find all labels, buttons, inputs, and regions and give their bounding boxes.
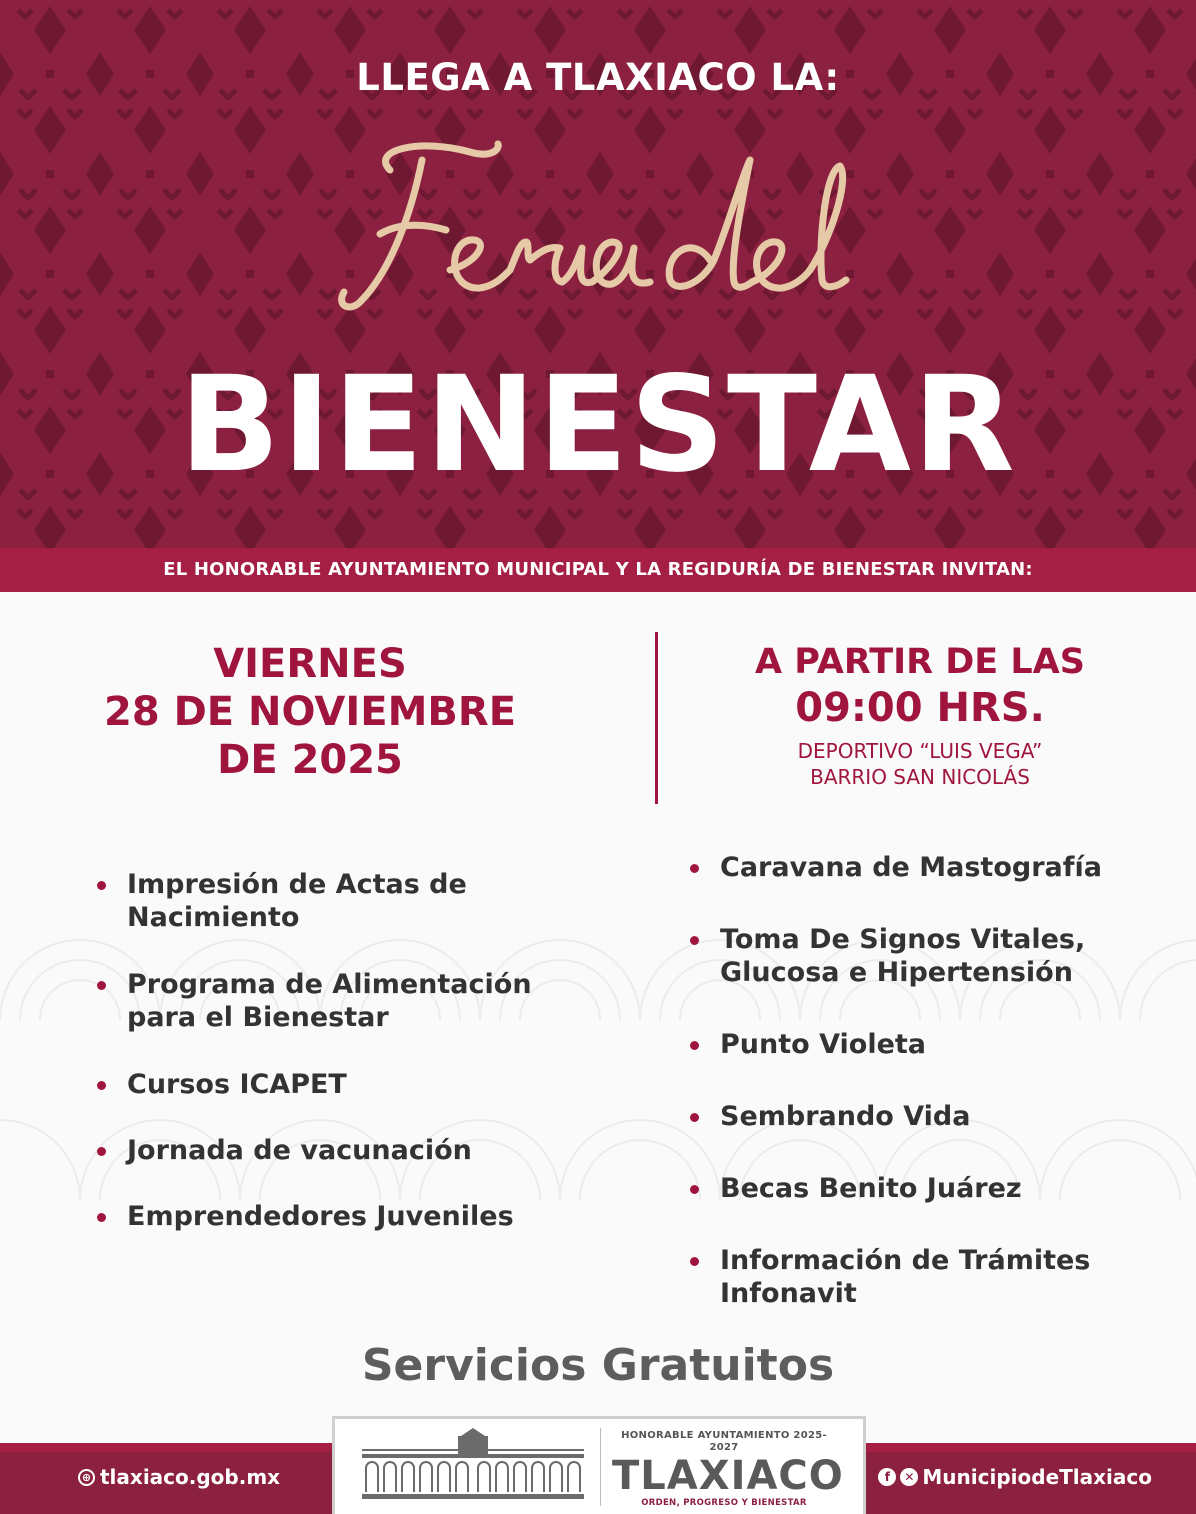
bullet-icon xyxy=(690,1257,699,1266)
services-list-right xyxy=(690,851,1150,1310)
service-label: Toma De Signos Vitales, Glucosa e Hipertensión xyxy=(720,924,1086,988)
services-list-left xyxy=(97,868,577,1233)
bullet-icon xyxy=(690,936,699,945)
vertical-divider xyxy=(655,632,658,804)
list-item xyxy=(690,1172,1150,1205)
list-item xyxy=(97,1134,577,1167)
free-services-heading: Servicios Gratuitos xyxy=(361,1340,835,1391)
service-label: Sembrando Vida xyxy=(720,1101,971,1132)
event-time xyxy=(690,640,1150,790)
municipal-logo-text xyxy=(612,1430,844,1508)
list-item xyxy=(97,1200,577,1233)
bullet-icon xyxy=(97,1147,106,1156)
service-label: Jornada de vacunación xyxy=(127,1135,472,1166)
bullet-icon xyxy=(97,1081,106,1090)
website-link[interactable] xyxy=(78,1465,280,1489)
venue-neighborhood: BARRIO SAN NICOLÁS xyxy=(810,765,1030,789)
time-value: 09:00 HRS. xyxy=(795,685,1045,731)
bullet-icon xyxy=(97,981,106,990)
list-item xyxy=(690,1028,1150,1061)
list-item xyxy=(97,1068,577,1101)
date-day-month: 28 DE NOVIEMBRE xyxy=(103,689,517,735)
service-label: Becas Benito Juárez xyxy=(720,1173,1022,1204)
list-item xyxy=(690,1244,1100,1310)
bullet-icon xyxy=(97,881,106,890)
service-label: Información de Trámites Infonavit xyxy=(720,1245,1091,1309)
hero-kicker: LLEGA A TLAXIACO LA: xyxy=(356,56,840,99)
script-title-lettering xyxy=(330,130,870,330)
date-weekday: VIERNES xyxy=(213,641,407,687)
bullet-icon xyxy=(690,1041,699,1050)
service-label: Caravana de Mastografía xyxy=(720,852,1102,883)
bullet-icon xyxy=(690,1113,699,1122)
invite-banner: EL HONORABLE AYUNTAMIENTO MUNICIPAL Y LA REGIDURÍA DE BIENESTAR INVITAN: xyxy=(0,548,1196,592)
service-label: Programa de Alimentación para el Bienestar xyxy=(127,969,532,1033)
globe-icon: ⊕ xyxy=(78,1469,95,1486)
facebook-icon: f xyxy=(878,1468,896,1486)
event-date xyxy=(60,640,560,784)
logo-motto: ORDEN, PROGRESO Y BIENESTAR xyxy=(641,1498,807,1508)
service-label: Emprendedores Juveniles xyxy=(127,1201,514,1232)
service-label: Punto Violeta xyxy=(720,1029,927,1060)
hero-banner xyxy=(0,0,1196,548)
logo-divider xyxy=(600,1428,601,1506)
list-item xyxy=(97,868,497,934)
venue-name: DEPORTIVO “LUIS VEGA” xyxy=(797,739,1043,763)
service-label: Impresión de Actas de Nacimiento xyxy=(127,869,467,933)
time-intro: A PARTIR DE LAS xyxy=(755,642,1085,682)
social-handle[interactable] xyxy=(878,1465,1152,1489)
website-label: tlaxiaco.gob.mx xyxy=(100,1465,281,1489)
list-item xyxy=(690,1100,1150,1133)
logo-town-name: TLAXIACO xyxy=(612,1453,844,1499)
list-item xyxy=(690,923,1110,989)
social-label: MunicipiodeTlaxiaco xyxy=(922,1465,1152,1489)
logo-council-line: HONORABLE AYUNTAMIENTO 2025-2027 xyxy=(621,1430,827,1453)
service-label: Cursos ICAPET xyxy=(127,1069,347,1100)
list-item xyxy=(97,968,547,1034)
date-year: DE 2025 xyxy=(217,737,403,783)
main-title: BIENESTAR xyxy=(179,348,1017,502)
bullet-icon xyxy=(97,1213,106,1222)
x-icon: ✕ xyxy=(900,1468,918,1486)
list-item xyxy=(690,851,1150,884)
bullet-icon xyxy=(690,1185,699,1194)
town-hall-icon xyxy=(362,1428,584,1502)
script-title xyxy=(330,130,870,330)
bullet-icon xyxy=(690,864,699,873)
